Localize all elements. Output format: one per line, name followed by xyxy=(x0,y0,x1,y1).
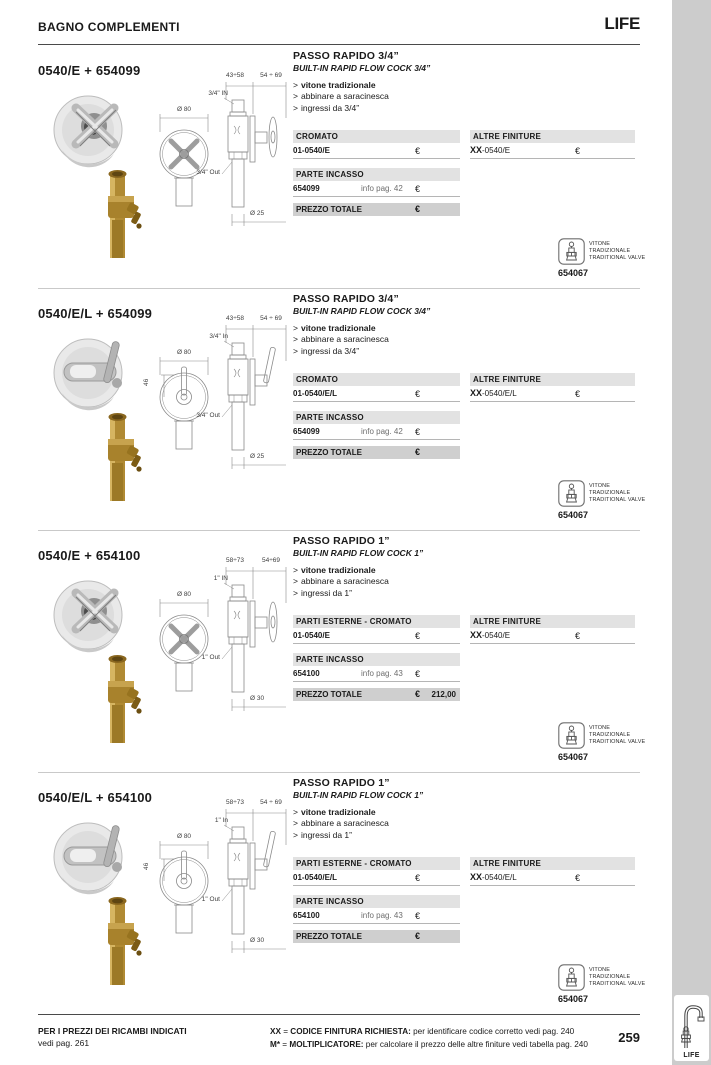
product-visuals xyxy=(48,799,298,989)
feature-list xyxy=(293,807,640,841)
dim-label-top-right: 54 ÷ 69 xyxy=(260,799,282,806)
feature-item: > abbinare a saracinesca xyxy=(293,818,389,829)
info-page-ref: info pag. 43 xyxy=(361,669,403,679)
table-header-other-finishes: ALTRE FINITURE xyxy=(470,373,635,386)
euro-sign: € xyxy=(415,931,421,942)
euro-sign: € xyxy=(575,873,581,884)
total-label: PREZZO TOTALE xyxy=(296,690,362,700)
euro-sign: € xyxy=(415,146,421,157)
technical-drawing xyxy=(143,315,292,485)
euro-sign: € xyxy=(415,447,421,458)
bullet-glyph: > xyxy=(293,576,298,587)
technical-drawing xyxy=(143,799,292,969)
table-header-other-finishes: ALTRE FINITURE xyxy=(470,130,635,143)
page-footer xyxy=(38,1014,640,1051)
total-price-bar xyxy=(293,930,460,943)
product-subtitle: BUILT-IN RAPID FLOW COCK 1” xyxy=(293,548,424,558)
feature-item: > abbinare a saracinesca xyxy=(293,576,389,587)
product-section xyxy=(38,530,646,772)
valve-badge-text: VITONE TRADIZIONALE TRADITIONAL VALVE xyxy=(589,967,646,987)
table-header-finish: CROMATO xyxy=(293,130,460,143)
dim-label-pipe-diameter: Ø 30 xyxy=(250,695,265,702)
euro-sign: € xyxy=(415,911,421,922)
article-code: 654100 xyxy=(293,911,320,921)
incasso-price-row xyxy=(293,666,460,682)
dim-label-top-right: 54÷69 xyxy=(261,557,281,564)
table-header-incasso: PARTE INCASSO xyxy=(293,411,460,424)
product-subtitle: BUILT-IN RAPID FLOW COCK 3/4” xyxy=(293,306,431,316)
dim-label-outlet: 1" Out xyxy=(201,654,220,661)
side-tab-label: LIFE xyxy=(683,1052,700,1059)
feature-item: > vitone tradizionale xyxy=(293,80,376,90)
product-title: PASSO RAPIDO 1” xyxy=(293,777,390,789)
total-label: PREZZO TOTALE xyxy=(296,932,362,942)
product-code: 0540/E + 654099 xyxy=(38,62,141,78)
bullet-glyph: > xyxy=(293,334,298,345)
article-code: 01-0540/E/L xyxy=(293,389,338,399)
incasso-price-row xyxy=(293,908,460,924)
finish-price-row xyxy=(293,870,460,886)
product-title: PASSO RAPIDO 3/4” xyxy=(293,50,399,62)
page-side-strip xyxy=(672,0,711,1065)
total-label: PREZZO TOTALE xyxy=(296,205,362,215)
other-finishes-table xyxy=(470,373,635,459)
valve-type-badge xyxy=(558,480,648,520)
valve-body-photo xyxy=(100,411,152,503)
info-page-ref: info pag. 42 xyxy=(361,184,403,194)
dim-label-top-right: 54 ÷ 69 xyxy=(260,315,282,322)
feature-item: > vitone tradizionale xyxy=(293,807,376,817)
dim-label-vertical: 46 xyxy=(143,378,151,387)
finish-code-placeholder: XX xyxy=(470,630,483,641)
product-info-column xyxy=(293,777,640,943)
finish-price-row xyxy=(293,628,460,644)
finish-price-table xyxy=(293,857,460,943)
bullet-glyph: > xyxy=(293,323,298,333)
page-title: BAGNO COMPLEMENTI xyxy=(38,20,180,34)
total-price-value: 212,00 xyxy=(431,690,456,700)
product-sections xyxy=(38,46,646,1014)
total-label: PREZZO TOTALE xyxy=(296,448,362,458)
dim-label-pipe-diameter: Ø 30 xyxy=(250,937,265,944)
table-header-incasso: PARTE INCASSO xyxy=(293,653,460,666)
article-code: -0540/E/L xyxy=(482,389,517,399)
traditional-valve-icon xyxy=(558,480,585,507)
product-info-column xyxy=(293,50,640,216)
valve-badge-code: 654067 xyxy=(558,752,589,762)
finish-price-table xyxy=(293,373,460,459)
legend-line: M* = MOLTIPLICATORE: per calcolare il prezzo delle altre finiture vedi tabella pag. 240 xyxy=(270,1039,588,1049)
valve-badge-code: 654067 xyxy=(558,268,589,278)
euro-sign: € xyxy=(415,427,421,438)
table-header-incasso: PARTE INCASSO xyxy=(293,168,460,181)
euro-sign: € xyxy=(415,204,421,215)
article-code: -0540/E xyxy=(482,631,511,641)
euro-sign: € xyxy=(415,873,421,884)
euro-sign: € xyxy=(415,184,421,195)
euro-sign: € xyxy=(415,669,421,680)
dim-label-top-right: 54 ÷ 69 xyxy=(260,72,282,79)
dim-label-diameter: Ø 80 xyxy=(176,591,192,598)
valve-body-photo xyxy=(100,895,152,987)
valve-body-photo xyxy=(100,653,152,745)
dim-label-outlet: 1" Out xyxy=(201,896,220,903)
product-code: 0540/E/L + 654100 xyxy=(38,789,153,805)
article-code: 01-0540/E/L xyxy=(293,873,338,883)
article-code: 654100 xyxy=(293,669,320,679)
feature-list xyxy=(293,323,640,357)
article-code: 01-0540/E xyxy=(293,146,330,156)
bullet-glyph: > xyxy=(293,102,298,113)
table-header-finish: PARTI ESTERNE - CROMATO xyxy=(293,615,460,628)
footer-note xyxy=(38,1026,270,1050)
product-code: 0540/E/L + 654099 xyxy=(38,305,153,321)
product-subtitle: BUILT-IN RAPID FLOW COCK 1” xyxy=(293,790,424,800)
valve-badge-code: 654067 xyxy=(558,994,589,1004)
dim-label-inlet: 3/4" IN xyxy=(208,90,228,97)
product-subtitle: BUILT-IN RAPID FLOW COCK 3/4” xyxy=(293,63,431,73)
product-code: 0540/E + 654100 xyxy=(38,547,141,563)
product-visuals xyxy=(48,557,298,747)
table-header-other-finishes: ALTRE FINITURE xyxy=(470,615,635,628)
bullet-glyph: > xyxy=(293,807,298,817)
dim-label-inlet: 1" IN xyxy=(213,575,228,582)
product-photo xyxy=(48,82,144,178)
bullet-glyph: > xyxy=(293,91,298,102)
technical-drawing xyxy=(152,559,292,727)
bullet-glyph: > xyxy=(293,587,298,598)
product-info-column xyxy=(293,535,640,701)
valve-body-photo xyxy=(100,168,152,260)
other-finish-row xyxy=(470,870,635,886)
table-header-other-finishes: ALTRE FINITURE xyxy=(470,857,635,870)
feature-list xyxy=(293,80,640,114)
total-price-bar xyxy=(293,688,460,701)
header-rule xyxy=(38,44,640,45)
article-code: 654099 xyxy=(293,184,320,194)
bullet-glyph: > xyxy=(293,80,298,90)
dim-label-top-left: 58÷73 xyxy=(225,799,245,806)
info-page-ref: info pag. 43 xyxy=(361,911,403,921)
brand-logo: LIFE xyxy=(604,14,640,33)
dim-label-outlet: 3/4" Out xyxy=(196,412,220,419)
feature-list xyxy=(293,565,640,599)
bullet-glyph: > xyxy=(293,829,298,840)
footer-note-bold: PER I PREZZI DEI RICAMBI INDICATI xyxy=(38,1026,187,1036)
table-header-finish: CROMATO xyxy=(293,373,460,386)
page-header xyxy=(38,14,640,34)
other-finish-row xyxy=(470,386,635,402)
article-code: -0540/E xyxy=(482,146,511,156)
feature-item: > ingressi da 1” xyxy=(293,829,352,840)
brand-side-tab xyxy=(674,995,709,1061)
other-finish-row xyxy=(470,143,635,159)
dim-label-top-left: 43÷58 xyxy=(225,72,245,79)
footer-note-regular: vedi pag. 261 xyxy=(38,1037,90,1048)
dim-label-top-left: 58÷73 xyxy=(225,557,245,564)
page-number: 259 xyxy=(618,1030,640,1045)
dim-label-top-left: 43÷58 xyxy=(225,315,245,322)
product-photo xyxy=(48,567,144,663)
feature-item: > ingressi da 3/4” xyxy=(293,102,360,113)
dim-label-outlet: 3/4" Out xyxy=(196,169,220,176)
faucet-icon xyxy=(677,1002,707,1050)
euro-sign: € xyxy=(575,146,581,157)
traditional-valve-icon xyxy=(558,238,585,265)
dim-label-inlet: 3/4" In xyxy=(209,333,228,340)
traditional-valve-icon xyxy=(558,722,585,749)
technical-drawing xyxy=(152,74,292,242)
feature-item: > ingressi da 1” xyxy=(293,587,352,598)
product-visuals xyxy=(48,72,298,262)
dim-label-inlet: 1" In xyxy=(214,817,228,824)
dim-label-pipe-diameter: Ø 25 xyxy=(250,453,265,460)
euro-sign: € xyxy=(415,631,421,642)
legend-line: XX = CODICE FINITURA RICHIESTA: per identificare codice corretto vedi pag. 240 xyxy=(270,1027,575,1036)
product-info-column xyxy=(293,293,640,459)
dim-label-diameter: Ø 80 xyxy=(176,833,192,840)
dim-label-pipe-diameter: Ø 25 xyxy=(250,210,265,217)
finish-price-table xyxy=(293,130,460,216)
other-finishes-table xyxy=(470,857,635,943)
valve-type-badge xyxy=(558,722,648,762)
euro-sign: € xyxy=(415,389,421,400)
finish-code-placeholder: XX xyxy=(470,145,483,156)
table-header-finish: PARTI ESTERNE - CROMATO xyxy=(293,857,460,870)
feature-item: > vitone tradizionale xyxy=(293,565,376,575)
product-photo xyxy=(48,325,144,421)
traditional-valve-icon xyxy=(558,964,585,991)
bullet-glyph: > xyxy=(293,565,298,575)
euro-sign: € xyxy=(575,389,581,400)
feature-item: > ingressi da 3/4” xyxy=(293,345,360,356)
footer-legend xyxy=(270,1026,588,1051)
price-tables xyxy=(293,615,640,701)
feature-item: > abbinare a saracinesca xyxy=(293,334,389,345)
finish-price-row xyxy=(293,386,460,402)
finish-price-row xyxy=(293,143,460,159)
bullet-glyph: > xyxy=(293,345,298,356)
product-title: PASSO RAPIDO 1” xyxy=(293,535,390,547)
euro-sign: € xyxy=(575,631,581,642)
finish-code-placeholder: XX xyxy=(470,872,483,883)
product-visuals xyxy=(48,315,298,505)
dim-label-vertical: 46 xyxy=(143,862,151,871)
info-page-ref: info pag. 42 xyxy=(361,427,403,437)
finish-price-table xyxy=(293,615,460,701)
euro-sign: € xyxy=(415,689,421,700)
product-photo xyxy=(48,809,144,905)
total-price-bar xyxy=(293,203,460,216)
price-tables xyxy=(293,857,640,943)
valve-badge-text: VITONE TRADIZIONALE TRADITIONAL VALVE xyxy=(589,725,646,745)
product-section xyxy=(38,772,646,1014)
table-header-incasso: PARTE INCASSO xyxy=(293,895,460,908)
valve-type-badge xyxy=(558,964,648,1004)
article-code: -0540/E/L xyxy=(482,873,517,883)
valve-badge-text: VITONE TRADIZIONALE TRADITIONAL VALVE xyxy=(589,241,646,261)
article-code: 654099 xyxy=(293,427,320,437)
other-finish-row xyxy=(470,628,635,644)
dim-label-diameter: Ø 80 xyxy=(176,106,192,113)
incasso-price-row xyxy=(293,181,460,197)
other-finishes-table xyxy=(470,615,635,701)
finish-code-placeholder: XX xyxy=(470,388,483,399)
feature-item: > abbinare a saracinesca xyxy=(293,91,389,102)
valve-badge-code: 654067 xyxy=(558,510,589,520)
price-tables xyxy=(293,373,640,459)
product-title: PASSO RAPIDO 3/4” xyxy=(293,293,399,305)
bullet-glyph: > xyxy=(293,818,298,829)
incasso-price-row xyxy=(293,424,460,440)
feature-item: > vitone tradizionale xyxy=(293,323,376,333)
dim-label-diameter: Ø 80 xyxy=(176,349,192,356)
article-code: 01-0540/E xyxy=(293,631,330,641)
price-tables xyxy=(293,130,640,216)
product-section xyxy=(38,288,646,530)
total-price-bar xyxy=(293,446,460,459)
valve-badge-text: VITONE TRADIZIONALE TRADITIONAL VALVE xyxy=(589,483,646,503)
valve-type-badge xyxy=(558,238,648,278)
other-finishes-table xyxy=(470,130,635,216)
product-section xyxy=(38,46,646,288)
